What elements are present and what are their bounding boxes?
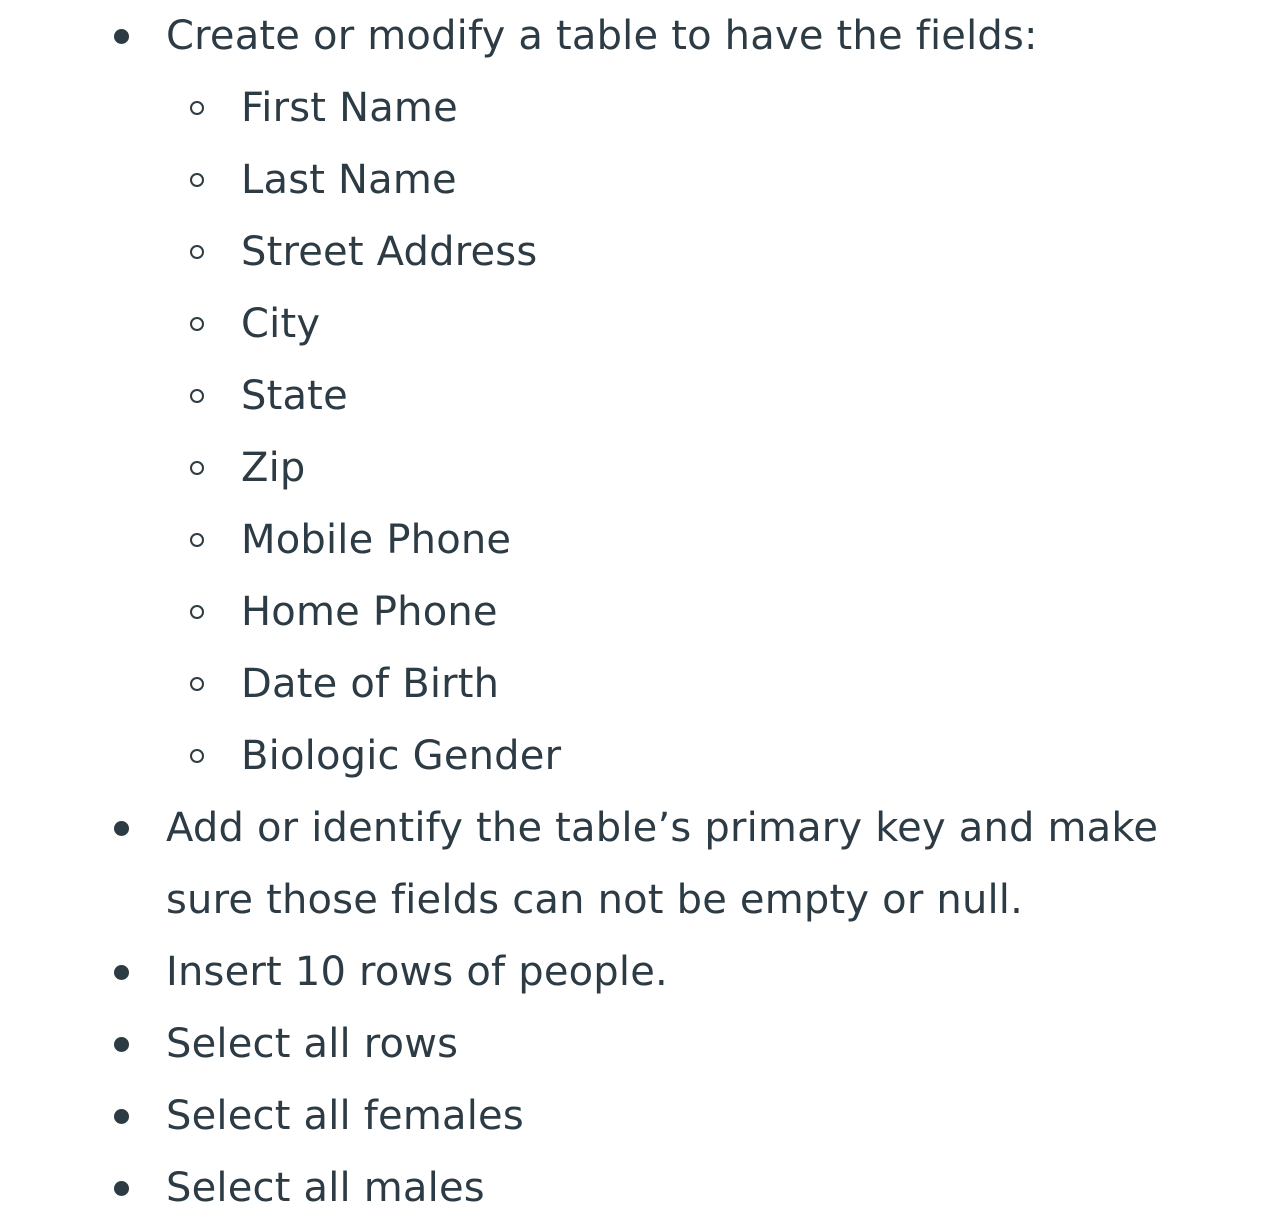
bullet-disc-icon <box>114 1181 129 1196</box>
sub-list-item-mobile-phone <box>0 504 1284 576</box>
list-item-primary-key <box>0 792 1284 864</box>
bullet-circle-icon <box>190 245 204 259</box>
bullet-circle-icon <box>190 173 204 187</box>
list-item-text: Select all females <box>166 1093 524 1139</box>
bullet-disc-icon <box>114 821 129 836</box>
list-item-insert-rows <box>0 936 1284 1008</box>
sub-list-item-state <box>0 360 1284 432</box>
sub-list-item-biologic-gender <box>0 720 1284 792</box>
sub-list-item-last-name <box>0 144 1284 216</box>
bullet-circle-icon <box>190 749 204 763</box>
list-item-text-line1: Add or identify the table’s primary key and make <box>166 805 1159 851</box>
list-item-text: Create or modify a table to have the fields: <box>166 13 1038 59</box>
bullet-circle-icon <box>190 317 204 331</box>
sub-list-item-text: State <box>241 373 348 419</box>
sub-list-item-zip <box>0 432 1284 504</box>
sub-list-item-city <box>0 288 1284 360</box>
sub-list-item-text: Zip <box>241 445 306 491</box>
list-item-text: Select all rows <box>166 1021 459 1067</box>
bullet-circle-icon <box>190 605 204 619</box>
sub-list-item-street-address <box>0 216 1284 288</box>
sub-list-item-text: Mobile Phone <box>241 517 512 563</box>
bullet-disc-icon <box>114 1109 129 1124</box>
sub-list-item-home-phone <box>0 576 1284 648</box>
list-item-select-all-rows <box>0 1008 1284 1080</box>
sub-list-item-text: City <box>241 301 321 347</box>
list-item-create-table <box>0 0 1284 72</box>
bullet-circle-icon <box>190 461 204 475</box>
bullet-circle-icon <box>190 389 204 403</box>
bullet-circle-icon <box>190 677 204 691</box>
sub-list-item-text: Home Phone <box>241 589 498 635</box>
bullet-circle-icon <box>190 101 204 115</box>
bullet-disc-icon <box>114 965 129 980</box>
sub-list-item-date-of-birth <box>0 648 1284 720</box>
list-item-text-line2: sure those fields can not be empty or null. <box>166 877 1024 923</box>
bullet-disc-icon <box>114 1037 129 1052</box>
sub-list-item-text: Date of Birth <box>241 661 500 707</box>
sub-list-item-text: First Name <box>241 85 458 131</box>
bullet-circle-icon <box>190 533 204 547</box>
sub-list-item-first-name <box>0 72 1284 144</box>
bullet-disc-icon <box>114 29 129 44</box>
list-item-select-all-males <box>0 1152 1284 1224</box>
sub-list-item-text: Biologic Gender <box>241 733 562 779</box>
list-item-text: Insert 10 rows of people. <box>166 949 668 995</box>
list-item-text: Select all males <box>166 1165 485 1211</box>
sub-list-item-text: Last Name <box>241 157 457 203</box>
sub-list-item-text: Street Address <box>241 229 538 275</box>
list-item-primary-key-continued <box>0 864 1284 936</box>
list-item-select-all-females <box>0 1080 1284 1152</box>
